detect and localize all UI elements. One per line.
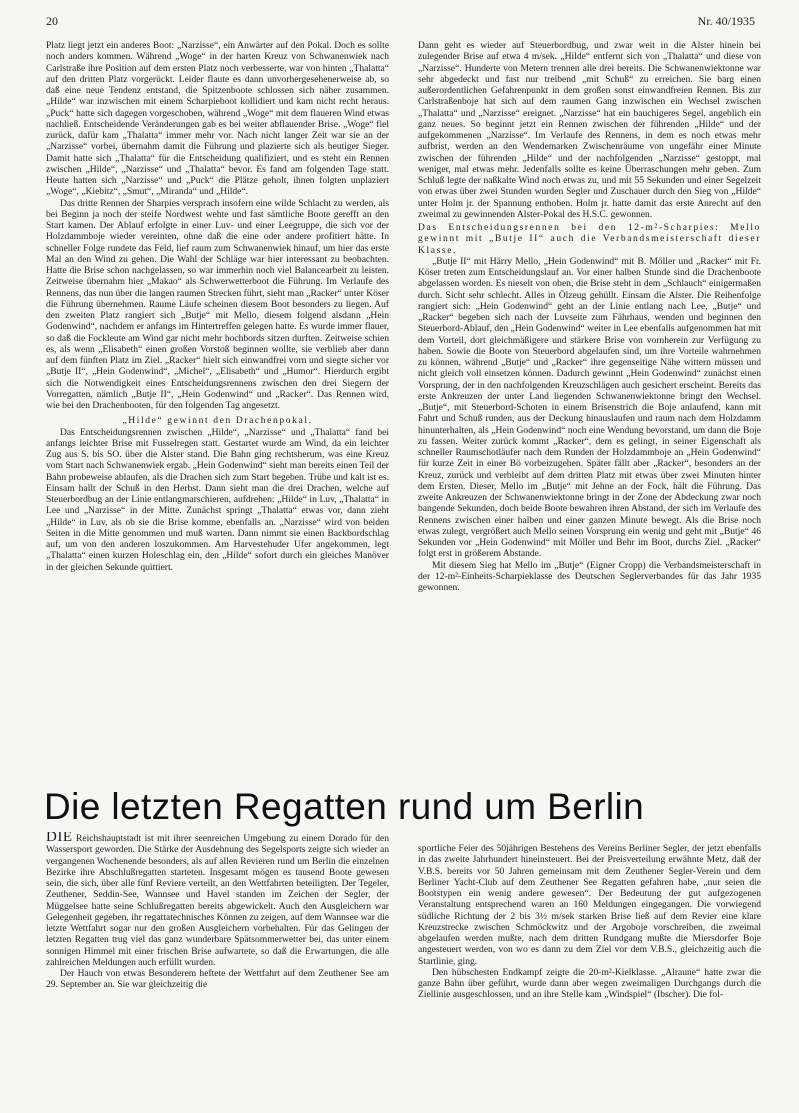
paragraph: „Butje II“ mit Härry Mello, „Hein Godenwind“ mit B. Möller und „Racker“ mit Fr. Köser treten zum Entscheidungslauf an. Vor einer halben Stunde sind die Drachenboote abgelassen worden. Es nieselt von oben, die Brise steht in dem „Schlauch“ einigermaßen durch. Sicht sehr schlecht. Alles in Ölzeug gehüllt. Einsam die Alster. Die Reihenfolge rangiert sich: „Hein Godenwind“ geht an der Linie entlang nach Lee, „Butje“ und „Racker“ begeben sich nach der Luvseite zum Fährhaus, wenden und beginnen den Steuerbord-Ablauf, den „Hein Godenwind“ weiter in Lee ebenfalls aufgenommen hat mit dem Vorteil, dort gleichmäßigere und stärkere Brise von vornherein zur Verfügung zu haben. Sowie die Boote von Steuerbord abgelaufen sind, um ihre Vorteile wahrnehmen zu können, während „Butje“ und „Racker“ ihre gegenseitige Nähe wittern müssen und nicht gleich voll einsetzen können. Dadurch gewinnt „Hein Godenwind“ zunächst einen Vorsprung, der in den nachfolgenden Kreuzschlägen auch gesichert erscheint. Bereits das erste Ankreuzen der unter Land liegenden Schwanenwiektonne bringt den Wechsel. „Butje“, mit Steuerbord-Schoten in einem Brisenstrich die Boje anlaufend, kann mit Fahrt und Schuß runden, aus der Deckung hinauslaufen und raum nach dem Holzdamm hinunterhalten, als „Hein Godenwind“ noch eine Wendung bevorstand, um dann die Boje zu fassen. Weiter zurück kommt „Racker“, dem es gelingt, in seiner Eigenschaft als schneller Raumschotläufer nach dem Runden der Holzdammboje an „Hein Godenwind“ für kurze Zeit in einer Bö vorbeizugehen. Später fällt aber „Racker“, besonders an der Kreuz, zurück und verbleibt auf dem dritten Platz mit etwas über zwei Minuten hinter dem Ersten. Dieser, Mello im „Butje“ mit Jehne an der Fock, hält die Führung. Das zweite Ankreuzen der Schwanenwiektonne bringt in der Zone der Abdeckung zwar noch bangende Sekunden, doch beide Boote bewahren ihren Abstand, der sich im Verlaufe des Rennens zwischen einer halben und einer ganzen Minute bewegt. Als die Brise noch etwas zulegt, vergrößert auch Mello seinen Vorsprung ein wenig und geht mit „Butje“ 46 Sekunden vor „Hein Godenwind“ mit Möller und Behr im Boot, durchs Ziel. „Racker“ folgt erst in größerem Abstande. — [418, 255, 761, 560]
article-column-top-left — [46, 40, 389, 758]
section-subheading: „Hilde“ gewinnt den Drachenpokal. — [122, 415, 313, 427]
paragraph: Der Hauch von etwas Besonderem heftete der Wettfahrt auf dem Zeuthener See am 29. September an. Sie war gleichzeitig die — [46, 968, 389, 991]
paragraph: Das Entscheidungsrennen zwischen „Hilde“, „Narzisse“ und „Thalatta“ fand bei anfangs leichter Brise mit Fusselregen statt. Gestartet wurde am Wind, da ein leichter Zug aus S. bis SO. über die Alster stand. Die Bahn ging rechtsherum, was eine Kreuz vom Start nach Schwanenwiek ergab. „Hein Godenwind“ sieht man bereits einen Teil der Bahn probeweise ablaufen, als die Drachen sich zum Start begeben. Trübe und kalt ist es. Einsam hallt der Schuß in den Herbst. Dann sieht man die drei Drachen, welche auf Steuerbordbug an der Linie entlangmarschieren, aufdrehen: „Hilde“ in Luv, „Thalatta“ in Lee und „Narzisse“ in der Mitte. Zunächst springt „Thalatta“ etwas vor, dann zieht „Hilde“ in Luv, als ob sie die Brise komme, ebenfalls an. „Narzisse“ wird von beiden Seiten in die Mitte genommen und muß warten. Dann nimmt sie einen Backbordschlag auf, um von den anderen loszukommen. Am Harvestehuder Ufer angekommen, legt „Thalatta“ einen kurzen Holeschlag ein, den „Hilde“ sofort durch ein gleiches Manöver in der gleichen Sekunde quittiert. — [46, 426, 389, 573]
article-column-top-right — [418, 40, 761, 720]
paragraph: Dann geht es wieder auf Steuerbordbug, und zwar weit in die Alster hinein bei zulegender Brise auf etwa 4 m/sek. „Hilde“ entfernt sich von „Thalatta“ und diese von „Narzisse“. Hunderte von Metern trennen alle drei bereits. Die Schwanenwiektonne war sehr abgedeckt und fast nur treibend „mit Schuß“ zu erreichen. Sie barg einen außerordentlichen Gefahrenpunkt in dem großen sonst einwandfreien Rennen. Bis zur Carlstraßenboje hat sich auf dem raumen Gang inzwischen ein Wechsel zwischen „Thalatta“ und „Narzisse“ ereignet. „Narzisse“ hat ein bauchigeres Segel, angeblich ein ganz neues. So beginnt jetzt ein Rennen zwischen der führenden „Hilde“ und der aufgekommenen „Narzisse“. Im Verlaufe des Rennens, in dem es noch etwas mehr aufbrist, werden an den Wendemarken Zwischenräume von ungefähr einer Minute zwischen der führenden „Hilde“ und der nachfolgenden „Narzisse“ gestoppt, mal weniger, mal etwas mehr. Jedenfalls sollte es keine Überraschungen mehr geben. Zum Schluß legte der naßkalte Wind noch etwas zu, und mit 55 Sekunden und einer Segelzeit von etwas über zwei Stunden wurden Segler und Zuschauer durch den Sieg von „Hilde“ unter Holm jr. der Spannung enthoben. Holm jr. hatte damit das erste Anrecht auf den zweimal zu gewinnenden Alster-Pokal des H.S.C. gewonnen. — [418, 40, 761, 220]
page-number: 20 — [46, 14, 58, 28]
drop-cap: DIE — [46, 832, 73, 845]
article-headline: Die letzten Regatten rund um Berlin — [44, 786, 645, 827]
article-column-bottom-left — [46, 832, 389, 1107]
paragraph-text: Reichshauptstadt ist mit ihrer seenreichen Umgebung zu einem Dorado für den Wassersport geworden. Die Stärke der Ausdehnung des Segelsports zeigte sich wieder an vergangenen Wochenende besonders, als auf allen Revieren rund um Berlin die einzelnen Bezirke ihre Abschlußregatten starteten. Insgesamt mögen es tausend Boote gewesen sein, die sich, über alle fünf Reviere verteilt, an den Wettfahrten beteiligten. Der Tegeler, Zeuthener, Seddin-See, Wannsee und Havel standen im Zeichen der Segler, der Müggelsee hatte seine Schlußregatten bereits abgewickelt. Auch den Ausgleichern war Gelegenheit gegeben, ihr regattatechnisches Können zu zeigen, auf dem Wannsee war die letzte Wettfahrt sogar nur den großen Ausgleichern vorbehalten. Für das Gelingen der letzten Regatten trug viel das ganz wunderbare Spätsommerwetter bei, das unter einem sonnigen Himmel mit einer frischen Brise aufwartete, so daß die Erwartungen, die alle zahlreichen Meldungen auch erfüllt wurden. — [46, 833, 389, 968]
paragraph — [46, 832, 389, 968]
paragraph: Mit diesem Sieg hat Mello im „Butje“ (Eigner Cropp) die Verbandsmeisterschaft in der 12-m²-Einheits-Scharpieklasse des Deutschen Seglerverbandes für das Jahr 1935 gewonnen. — [418, 559, 761, 593]
paragraph: Den hübschesten Endkampf zeigte die 20-m²-Kielklasse. „Alraune“ hatte zwar die ganze Bahn über geführt, wurde dann aber wegen zweimaligen Durchgangs durch die Ziellinie ausgeschlossen, und an ihre Stelle kam „Windspiel“ (Ibscher). Die fol- — [418, 966, 761, 1001]
paragraph: sportliche Feier des 50jährigen Bestehens des Vereins Berliner Segler, der jetzt ebenfalls in das zweite Jahrhundert hineinsteuert. Bei der Preisverteilung erwähnte Metz, daß der V.B.S. bereits vor 50 Jahren gemeinsam mit dem Zeuthener Segler-Verein und dem Berliner Yacht-Club auf dem Zeuthener See Regatten gefahren habe, „nur seien die Bootstypen ein wenig andere gewesen“. Der Bedeutung der gut aufgezogenen Veranstaltung entsprechend waren an 160 Meldungen eingegangen. Die vorwiegend südliche Richtung der 2 bis 3½ m/sek starken Brise ließ auf dem Revier eine klare Kreuzstrecke zwischen Schmöckwitz und der Argoboje vorschreiben, die zweimal abgelaufen werden mußte, nach dem dritten Rundgang mußte die Miersdorfer Boje angesteuert werden, von wo es dann zu dem Ziel vor dem V.B.S., gleichzeitig auch die Startlinie, ging. — [418, 843, 761, 967]
section-subheading: Das Entscheidungsrennen bei den 12-m²-Scharpies: Mello gewinnt mit „Butje II“ auch die Verbandsmeisterschaft dieser Klasse. — [418, 222, 761, 256]
issue-number: Nr. 40/1935 — [697, 14, 755, 28]
paragraph: Das dritte Rennen der Sharpies versprach insofern eine wilde Schlacht zu werden, als bei Beginn ja noch der steife Nordwest wehte und fast sämtliche Boote gerefft an den Start kamen. Der Ablauf erfolgte in einer Luv- und einer Leegruppe, die sich vor der Holzdammboje wieder vereinten, ohne daß die eine oder andere profitiert hätte. In schneller Folge rundete das Feld, lief raum zum Schwanenwiek hinauf, um hier das erste Mal an den Wind zu gehen. Die Wahl der Schläge war hier interessant zu beobachten. Hatte die Brise schon nachgelassen, so war immerhin noch viel Balancearbeit zu leisten. Zeitweise übernahm hier „Makao“ als Schwerwetterboot die Führung. Im Verlaufe des Rennens, das nun über die langen raumen Strecken führt, sieht man „Racker“ unter Köser die Führung übernehmen. Raume Läufe scheinen diesem Boot besonders zu liegen. Auf den zweiten Platz rangiert sich „Butje“ mit Mello, diesem folgend alsdann „Hein Godenwind“, nachdem er anfangs im Hintertreffen gelegen hatte. Es wurde immer flauer, so daß die Fockleute am Wind gar nicht mehr hochbords sitzen durften. Zeitweise schien es, als wenn „Elisabeth“ einen großen Vorstoß beginnen wollte, sie verblieb aber dann auf dem fünften Platz im Ziel. „Racker“ hielt sich einwandfrei vorn und siegte sicher vor „Butje II“, „Hein Godenwind“, „Michel“, „Elisabeth“ und „Humor“. Hierdurch ergibt sich die Notwendigkeit eines Entscheidungsrennens zwischen den drei Siegern der Vorregatten, nämlich „Butje II“, „Hein Godenwind“ und „Racker“. Das Rennen wird, wie bei den Drachenbooten, für den folgenden Tag angesetzt. — [46, 197, 389, 411]
article-column-bottom-right — [418, 843, 761, 1107]
paragraph: Platz liegt jetzt ein anderes Boot: „Narzisse“, ein Anwärter auf den Pokal. Doch es sollte noch anders kommen. Während „Woge“ in der harten Kreuz von Schwanenwiek nach Carlstraße ihre Position auf dem ersten Platz noch verbesserte, war von hinten „Thalatta“ auf den dritten Platz vorgerückt. Leider flaute es dann unvorhergesehenerweise ab, so daß eine neue Tendenz entstand, die Spitzenboote schlossen sich näher zusammen. „Hilde“ war inzwischen mit einem Scharpieboot kollidiert und kam nicht recht heraus. „Puck“ hatte sich dagegen vorgeschoben, während „Woge“ mit dem flaueren Wind etwas nachließ. Entscheidende Veränderungen gab es bei weiter abflauender Brise. „Woge“ fiel zurück, dafür kam „Thalatta“ immer mehr vor. Nach nicht langer Zeit war sie an der „Narzisse“ vorbei, übernahm damit die Führung und plazierte sich als heutiger Sieger. Damit hatte sich „Thalatta“ für die Entscheidung qualifiziert, und es steht ein Rennen zwischen „Hilde“, „Narzisse“ und „Thalatta“ bevor. Es fand am folgenden Tage statt. Heute hatten sich „Narzisse“ und „Puck“ die Plätze geholt, ihnen folgten unplaziert „Woge“, „Kiebitz“, „Smut“, „Miranda“ und „Hilde“. — [46, 40, 389, 198]
